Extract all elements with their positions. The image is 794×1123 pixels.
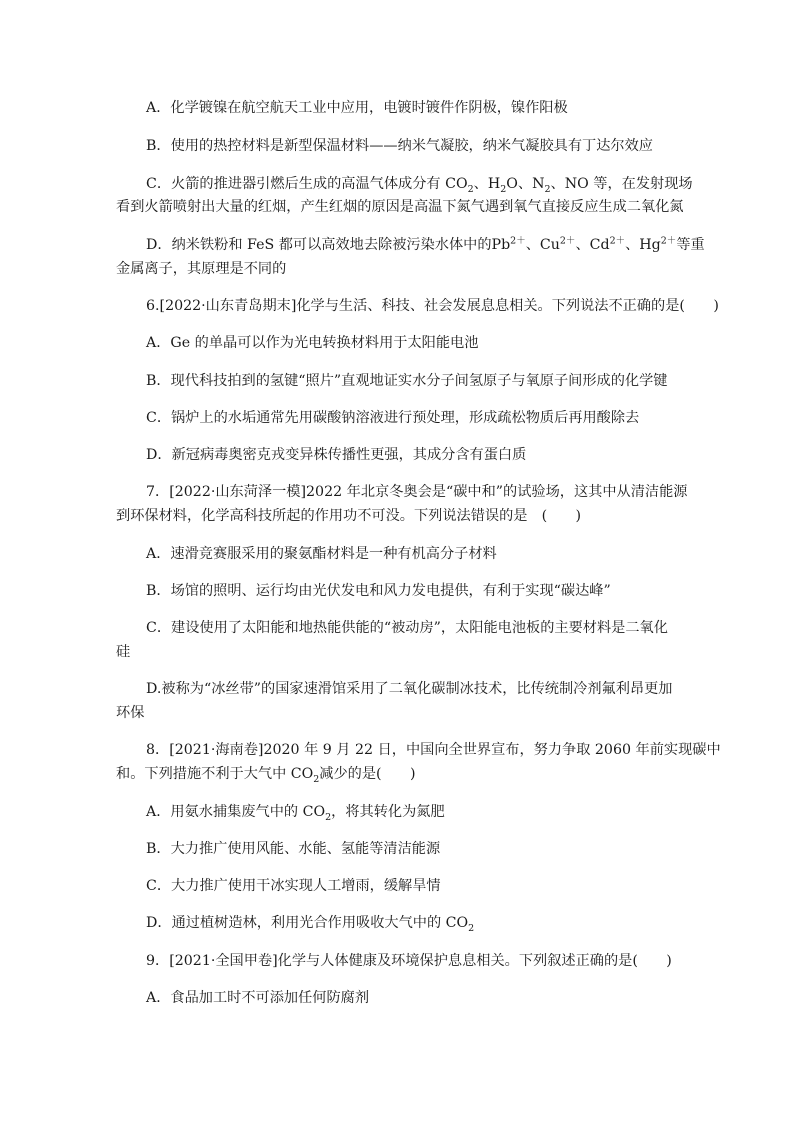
q8-stem-line2: [116, 765, 416, 783]
q5-option-c-line2: 看到火箭喷射出大量的红烟，产生红烟的原因是高温下氮气遇到氧气直接反应生成二氧化氮: [116, 199, 684, 215]
superscript: 2＋: [660, 235, 677, 247]
formula-text: 、Cu: [525, 237, 560, 253]
q7-stem-line1: 7．[2022·山东菏泽一模]2022 年北京冬奥会是“碳中和”的试验场，这其中从清洁能源: [146, 484, 688, 500]
q8-stem-text-end: 减少的是( ): [319, 766, 416, 782]
q6-option-a: A．Ge 的单晶可以作为光电转换材料用于太阳能电池: [146, 335, 479, 351]
q8-stem-line1: 8．[2021·海南卷]2020 年 9 月 22 日，中国向全世界宣布，努力争取 2060 年前实现碳中: [146, 742, 721, 758]
formula-text: 等重: [676, 237, 705, 253]
q5-option-d-line1: [146, 236, 705, 254]
q8-option-a: [146, 803, 445, 821]
q8-option-d: [146, 914, 474, 932]
q5-option-a: A．化学镀镍在航空航天工业中应用，电镀时镀件作阴极，镍作阳极: [146, 100, 568, 116]
q6-stem: 6.[2022·山东青岛期末]化学与生活、科技、社会发展息息相关。下列说法不正确的是( ): [146, 298, 719, 314]
formula-text: 、NO 等，在发射现场: [550, 176, 693, 192]
q5-option-b: B．使用的热控材料是新型保温材料——纳米气凝胶，纳米气凝胶具有丁达尔效应: [146, 138, 653, 154]
subscript: 2: [500, 183, 507, 195]
subscript: 2: [313, 773, 320, 785]
q7-option-c-line1: C．建设使用了太阳能和地热能供能的“被动房”，太阳能电池板的主要材料是二氧化: [146, 620, 668, 636]
superscript: 2＋: [559, 235, 576, 247]
subscript: 2: [468, 922, 475, 934]
superscript: 2＋: [609, 235, 626, 247]
q6-option-b: B．现代科技拍到的氢键“照片”直观地证实水分子间氢原子与氧原子间形成的化学键: [146, 373, 668, 389]
q8-stem-text: 和。下列措施不利于大气中 CO: [116, 766, 314, 782]
subscript: 2: [544, 183, 551, 195]
q7-option-c-line2: 硅: [116, 644, 131, 660]
q7-option-d-line1: D.被称为“冰丝带”的国家速滑馆采用了二氧化碳制冰技术，比传统制冷剂氟利昂更加: [146, 681, 673, 697]
q7-option-b: B．场馆的照明、运行均由光伏发电和风力发电提供，有利于实现“碳达峰”: [146, 583, 611, 599]
formula-text: 、Cd: [575, 237, 610, 253]
formula-text: 、H: [473, 176, 501, 192]
q5-option-d-text: D．纳米铁粉和 FeS 都可以高效地去除被污染水体中的Pb: [146, 237, 511, 253]
formula-text: O、N: [506, 176, 545, 192]
superscript: 2＋: [510, 235, 526, 247]
q7-stem-line2: 到环保材料，化学高科技所起的作用功不可没。下列说法错误的是 ( ): [116, 508, 582, 524]
formula-text: 、Hg: [625, 237, 661, 253]
q8-option-d-text: D．通过植树造林，利用光合作用吸收大气中的 CO: [146, 915, 469, 931]
subscript: 2: [467, 183, 474, 195]
q6-option-d: D．新冠病毒奥密克戎变异株传播性更强，其成分含有蛋白质: [146, 447, 527, 463]
q6-option-c: C．锅炉上的水垢通常先用碳酸钠溶液进行预处理，形成疏松物质后再用酸除去: [146, 410, 640, 426]
q9-option-a: A．食品加工时不可添加任何防腐剂: [146, 990, 370, 1006]
q9-stem: 9．[2021·全国甲卷]化学与人体健康及环境保护息息相关。下列叙述正确的是( ): [146, 953, 672, 969]
q5-option-c-text: C．火箭的推进器引燃后生成的高温气体成分有 CO: [146, 176, 468, 192]
q8-option-c: C．大力推广使用干冰实现人工增雨，缓解旱情: [146, 878, 441, 894]
q8-option-a-text-end: ，将其转化为氮肥: [331, 804, 445, 820]
subscript: 2: [325, 811, 332, 823]
q5-option-d-line2: 金属离子，其原理是不同的: [116, 261, 287, 277]
q7-option-a: A．速滑竞赛服采用的聚氨酯材料是一种有机高分子材料: [146, 546, 497, 562]
q7-option-d-line2: 环保: [116, 705, 145, 721]
q8-option-b: B．大力推广使用风能、水能、氢能等清洁能源: [146, 841, 441, 857]
q8-option-a-text: A．用氨水捕集废气中的 CO: [146, 804, 326, 820]
q5-option-c-line1: [146, 175, 693, 193]
